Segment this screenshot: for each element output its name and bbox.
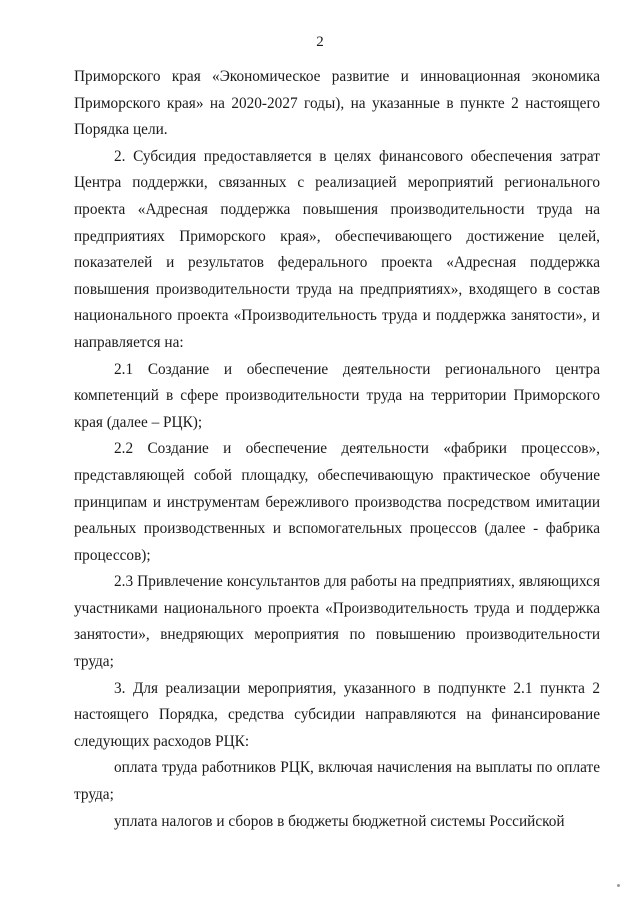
scan-artifact-dot: [617, 884, 620, 887]
paragraph-item-2: 2. Субсидия предоставляется в целях финансового обеспечения затрат Центра поддержки, связанных с реализацией мероприятий регионального проекта «Адресная поддержка повышения производительности труда на предприятиях Приморского края», обеспечивающего достижение целей, показателей и результатов федерального проекта «Адресная поддержка повышения производительности труда на предприятиях», входящего в состав национального проекта «Производительность труда и поддержка занятости», и направляется на:: [74, 147, 600, 351]
paragraph-item-2-3: 2.3 Привлечение консультантов для работы на предприятиях, являющихся участниками национального проекта «Производительность труда и поддержка занятости», внедряющих мероприятия по повышению производительности труда;: [74, 573, 600, 671]
paragraph-expense-taxes: уплата налогов и сборов в бюджеты бюджетной системы Российской: [114, 812, 565, 830]
paragraph-expense-labor: оплата труда работников РЦК, включая начисления на выплаты по оплате труда;: [74, 759, 600, 804]
paragraph-item-3: 3. Для реализации мероприятия, указанного в подпункте 2.1 пункта 2 настоящего Порядка, средства субсидии направляются на финансирование следующих расходов РЦК:: [74, 679, 600, 750]
paragraph-item-2-1: 2.1 Создание и обеспечение деятельности регионального центра компетенций в сфере производительности труда на территории Приморского края (далее – РЦК);: [74, 360, 600, 431]
paragraph-item-2-2: 2.2 Создание и обеспечение деятельности «фабрики процессов», представляющей собой площадку, обеспечивающую практическое обучение принципам и инструментам бережливого производства посредством имитации реальных производственных и вспомогательных процессов (далее - фабрика процессов);: [74, 440, 600, 564]
document-body: [74, 64, 600, 835]
paragraph-continuation: Приморского края «Экономическое развитие и инновационная экономика Приморского края» на 2020-2027 годы), на указанные в пункте 2 настоящего Порядка цели.: [74, 68, 600, 139]
page-number: 2: [316, 34, 324, 50]
